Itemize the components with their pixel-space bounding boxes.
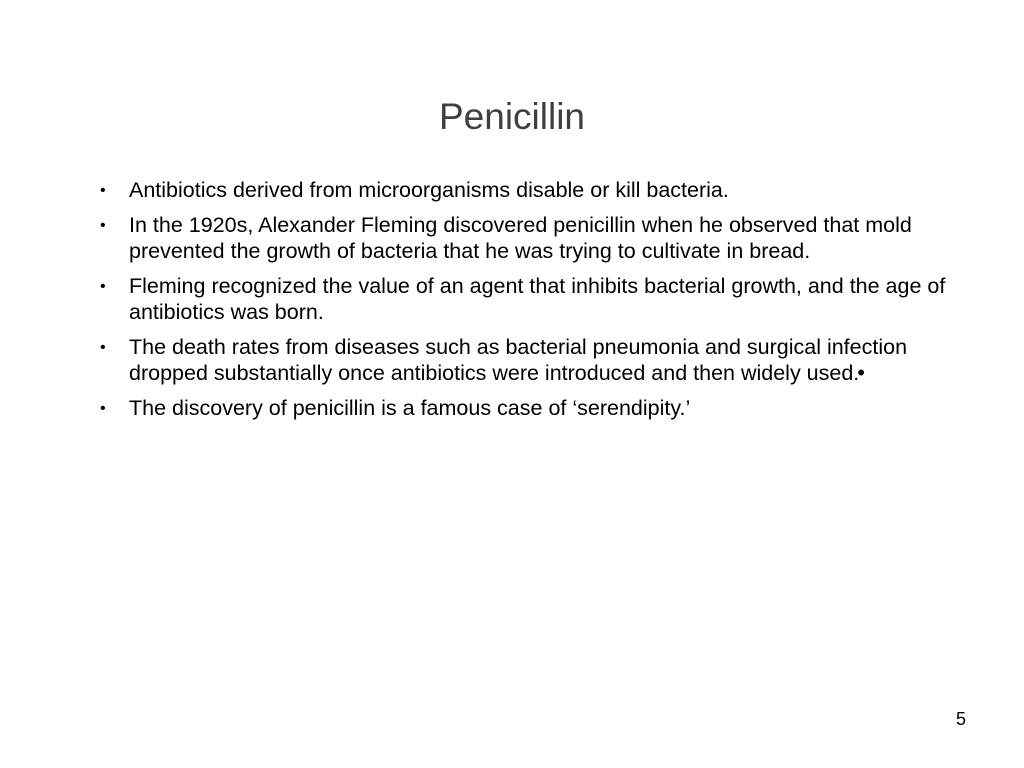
bullet-point-icon: • [100, 339, 106, 356]
bullet-item [100, 177, 980, 203]
bullet-item [100, 334, 980, 386]
bullet-point-icon: • [100, 278, 106, 295]
bullet-list [100, 177, 980, 430]
bullet-text: Fleming recognized the value of an agent that inhibits bacterial growth, and the age of antibiotics was born. [129, 274, 946, 324]
bullet-text: Antibiotics derived from microorganisms disable or kill bacteria. [129, 178, 729, 202]
bullet-item [100, 395, 980, 421]
slide-title: Penicillin [438, 96, 585, 137]
bullet-item [100, 273, 980, 325]
bullet-point-icon: • [100, 182, 106, 199]
bullet-text: In the 1920s, Alexander Fleming discovered penicillin when he observed that mold prevented the growth of bacteria that he was trying to cultivate in bread. [129, 213, 912, 263]
bullet-text: The discovery of penicillin is a famous case of ‘serendipity.’ [129, 396, 691, 420]
page-number: 5 [955, 709, 966, 729]
bullet-text: The death rates from diseases such as bacterial pneumonia and surgical infection dropped substantially once antibiotics were introduced and then widely used. [129, 335, 908, 385]
bullet-item [100, 212, 980, 264]
stray-bullet-icon: • [857, 360, 865, 385]
bullet-point-icon: • [100, 400, 106, 417]
bullet-point-icon: • [100, 217, 106, 234]
